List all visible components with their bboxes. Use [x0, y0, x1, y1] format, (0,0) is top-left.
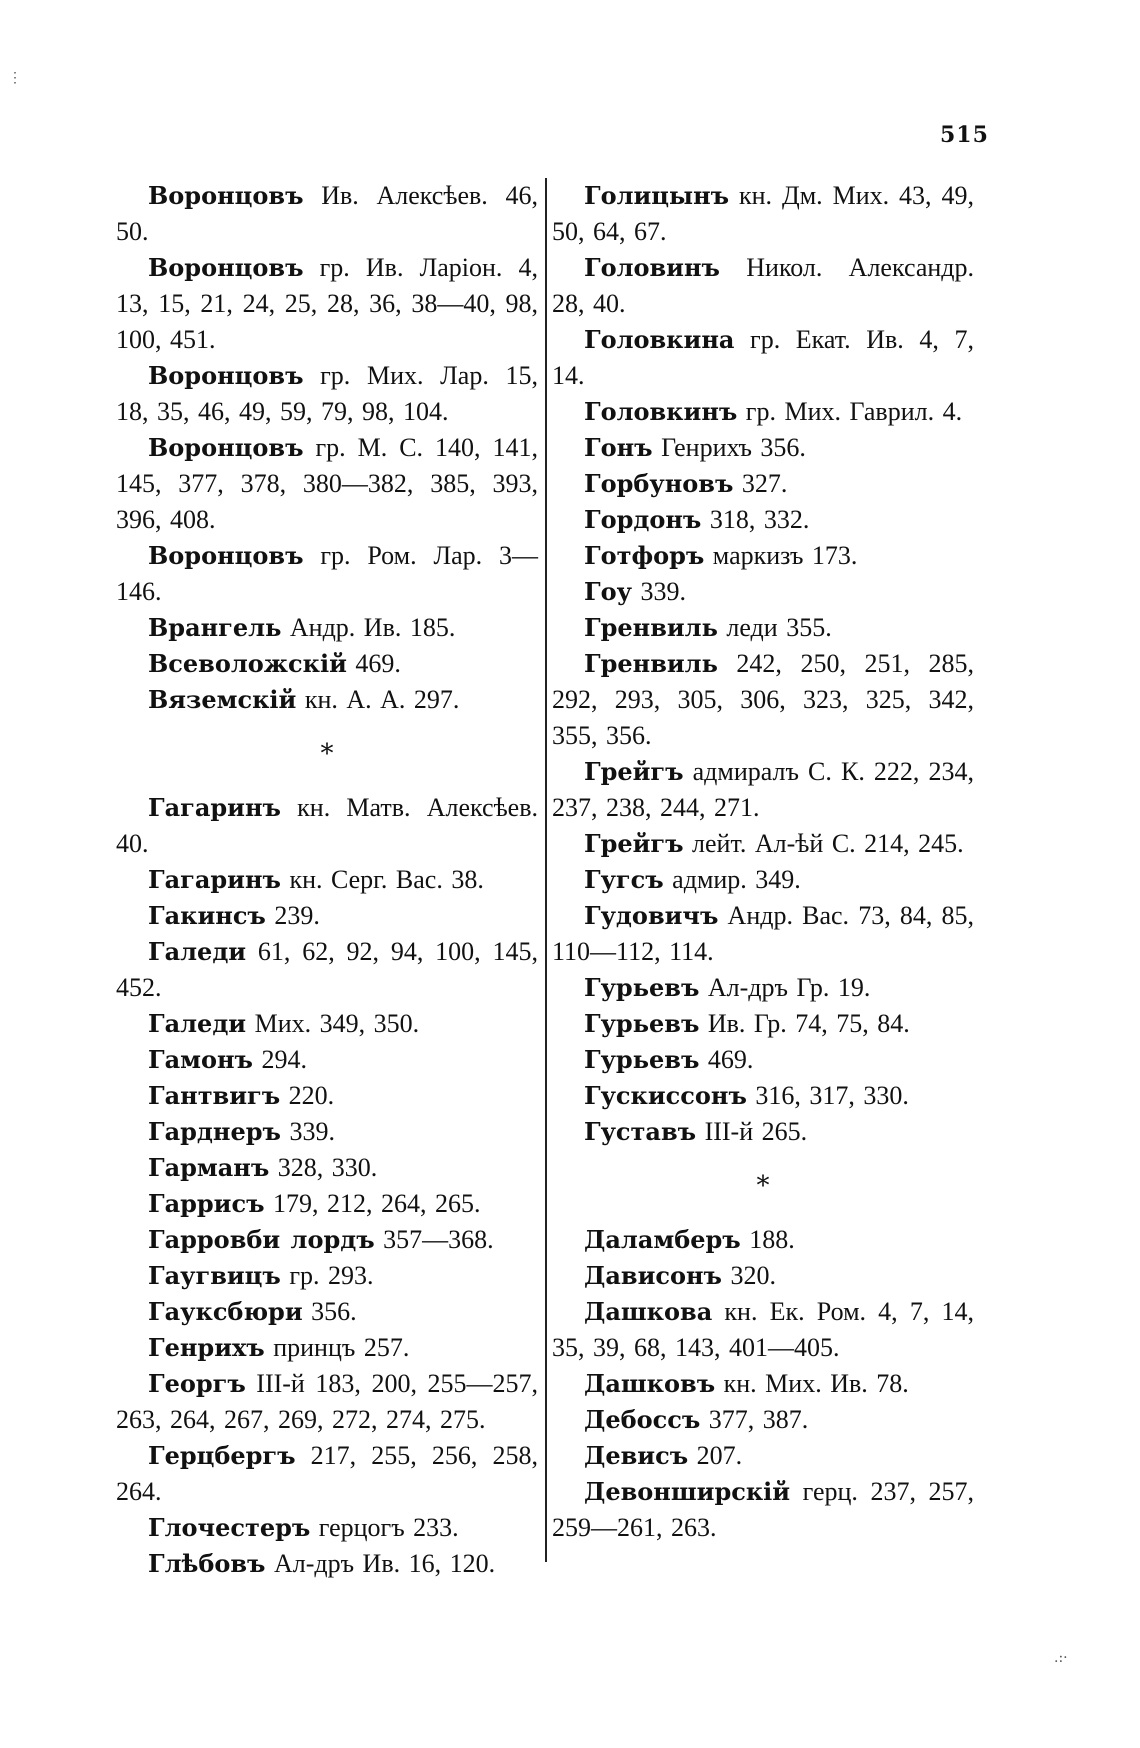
entry-name: Георгъ [148, 1369, 246, 1398]
entry-name: Гонъ [584, 433, 653, 462]
index-entry [116, 1078, 538, 1114]
entry-name: Глочестеръ [148, 1513, 311, 1542]
index-entry [552, 1078, 974, 1114]
entry-references: гр. Ром. Лар. 3—146. [116, 541, 538, 606]
entry-references: 377, 387. [700, 1405, 809, 1434]
entry-references: кн. Ек. Ром. 4, 7, 14, 35, 39, 68, 143, 401—405. [552, 1297, 974, 1362]
entry-name: Горбуновъ [584, 469, 734, 498]
entry-references: гр. Мих. Гаврил. 4. [737, 397, 963, 426]
index-entry [116, 790, 538, 862]
index-entry [116, 1222, 538, 1258]
index-entry [116, 934, 538, 1006]
index-entry [116, 862, 538, 898]
entry-name: Гагаринъ [148, 865, 281, 894]
entry-references: лейт. Ал-ѣй С. 214, 245. [683, 829, 964, 858]
entry-name: Грейгъ [584, 757, 684, 786]
entry-name: Галеди [148, 937, 247, 966]
section-separator: * [756, 1171, 770, 1201]
index-entry [116, 898, 538, 934]
entry-references: герц. 237, 257, 259—261, 263. [552, 1477, 974, 1542]
index-entry [552, 1258, 974, 1294]
index-entry [116, 682, 538, 718]
index-entry [552, 538, 974, 574]
index-entry [552, 430, 974, 466]
entry-references: Ал-дръ Ив. 16, 120. [265, 1549, 496, 1578]
entry-name: Гугсъ [584, 865, 664, 894]
entry-name: Готфоръ [584, 541, 705, 570]
entry-name: Гурьевъ [584, 1009, 700, 1038]
entry-name: Галеди [148, 1009, 247, 1038]
index-entry [552, 1402, 974, 1438]
index-entry [116, 1114, 538, 1150]
entry-name: Головкинъ [584, 397, 738, 426]
entry-name: Воронцовъ [148, 541, 304, 570]
index-entry [552, 502, 974, 538]
entry-references: гр. Екат. Ив. 4, 7, 14. [552, 325, 974, 390]
index-entry [552, 898, 974, 970]
index-entry [552, 466, 974, 502]
entry-name: Гренвиль [584, 649, 718, 678]
index-entry [116, 646, 538, 682]
entry-references: гр. 293. [280, 1261, 374, 1290]
entry-name: Гренвиль [584, 613, 718, 642]
entry-name: Голицынъ [584, 181, 730, 210]
entry-references: 242, 250, 251, 285, 292, 293, 305, 306, 323, 325, 342, 355, 356. [552, 649, 974, 750]
entry-references: кн. А. А. 297. [296, 685, 460, 714]
index-entry [552, 754, 974, 826]
entry-name: Гарровби лордъ [148, 1225, 375, 1254]
index-entry [116, 1006, 538, 1042]
entry-references: адмир. 349. [663, 865, 801, 894]
entry-references: кн. Матв. Алексѣев. 40. [116, 793, 538, 858]
entry-references: гр. Мих. Лар. 15, 18, 35, 46, 49, 59, 79, 98, 104. [116, 361, 538, 426]
entry-references: Ив. Алексѣев. 46, 50. [116, 181, 538, 246]
entry-references: 207. [688, 1441, 743, 1470]
entry-references: 328, 330. [269, 1153, 378, 1182]
entry-references: Никол. Александр. 28, 40. [552, 253, 974, 318]
entry-name: Гантвигъ [148, 1081, 281, 1110]
entry-name: Всеволожскій [148, 649, 347, 678]
entry-name: Воронцовъ [148, 361, 304, 390]
index-entry [552, 322, 974, 394]
index-entry [552, 970, 974, 1006]
index-entry [552, 574, 974, 610]
index-entry [116, 1150, 538, 1186]
entry-name: Врангель [148, 613, 282, 642]
entry-references: Андр. Ив. 185. [281, 613, 456, 642]
entry-name: Дашковъ [584, 1369, 716, 1398]
index-entry [552, 1114, 974, 1150]
entry-name: Девисъ [584, 1441, 689, 1470]
entry-name: Гоу [584, 577, 632, 606]
index-entry [552, 1474, 974, 1546]
entry-references: 294. [252, 1045, 307, 1074]
entry-references: 327. [733, 469, 788, 498]
entry-references: Ал-дръ Гр. 19. [699, 973, 871, 1002]
entry-name: Генрихъ [148, 1333, 265, 1362]
index-entry [116, 1258, 538, 1294]
index-entry [552, 1294, 974, 1366]
entry-references: 469. [346, 649, 401, 678]
entry-references: маркизъ 173. [704, 541, 858, 570]
entry-references: кн. Серг. Вас. 38. [280, 865, 484, 894]
index-entry [552, 1366, 974, 1402]
entry-name: Герцбергъ [148, 1441, 296, 1470]
entry-name: Дависонъ [584, 1261, 722, 1290]
index-entry [552, 1042, 974, 1078]
entry-references: Ив. Гр. 74, 75, 84. [699, 1009, 910, 1038]
index-entry [552, 1006, 974, 1042]
entry-references: гр. Ив. Ларіон. 4, 13, 15, 21, 24, 25, 28, 36, 38—40, 98, 100, 451. [116, 253, 538, 354]
entry-name: Гаугвицъ [148, 1261, 281, 1290]
entry-name: Гурьевъ [584, 973, 700, 1002]
entry-references: 318, 332. [701, 505, 810, 534]
index-entry [552, 178, 974, 250]
index-entry [552, 1222, 974, 1258]
entry-references: кн. Дм. Мих. 43, 49, 50, 64, 67. [552, 181, 974, 246]
entry-name: Гускиссонъ [584, 1081, 747, 1110]
entry-references: 316, 317, 330. [746, 1081, 909, 1110]
entry-references: 220. [280, 1081, 335, 1110]
entry-references: герцогъ 233. [310, 1513, 459, 1542]
entry-references: 320. [721, 1261, 776, 1290]
entry-name: Грейгъ [584, 829, 684, 858]
index-entry [552, 250, 974, 322]
index-entry [552, 826, 974, 862]
index-entry [116, 250, 538, 358]
entry-references: леди 355. [717, 613, 832, 642]
entry-name: Гарднеръ [148, 1117, 281, 1146]
entry-name: Гордонъ [584, 505, 702, 534]
entry-name: Глѣбовъ [148, 1549, 266, 1578]
entry-name: Девонширскій [584, 1477, 791, 1506]
entry-references: 357—368. [374, 1225, 494, 1254]
entry-references: III-й 265. [696, 1117, 808, 1146]
index-entry [116, 358, 538, 430]
entry-name: Гурьевъ [584, 1045, 700, 1074]
entry-name: Воронцовъ [148, 253, 304, 282]
page-number: 515 [940, 122, 989, 148]
index-entry [116, 430, 538, 538]
entry-name: Воронцовъ [148, 181, 304, 210]
index-entry [116, 1042, 538, 1078]
index-entry [552, 862, 974, 898]
entry-references: 188. [740, 1225, 795, 1254]
entry-references: адмиралъ С. К. 222, 234, 237, 238, 244, 271. [552, 757, 974, 822]
entry-name: Густавъ [584, 1117, 697, 1146]
index-column-right [552, 178, 974, 1546]
entry-name: Гаррисъ [148, 1189, 265, 1218]
entry-references: Генрихъ 356. [652, 433, 806, 462]
index-entry [116, 1510, 538, 1546]
entry-references: 179, 212, 264, 265. [264, 1189, 481, 1218]
entry-references: 339. [631, 577, 686, 606]
index-entry [116, 1186, 538, 1222]
entry-name: Гарманъ [148, 1153, 270, 1182]
entry-name: Воронцовъ [148, 433, 304, 462]
entry-references: 217, 255, 256, 258, 264. [116, 1441, 538, 1506]
entry-name: Вяземскій [148, 685, 297, 714]
entry-name: Гамонъ [148, 1045, 253, 1074]
entry-references: принцъ 257. [264, 1333, 410, 1362]
index-entry [552, 1438, 974, 1474]
entry-references: 339. [280, 1117, 335, 1146]
entry-name: Гагаринъ [148, 793, 281, 822]
entry-references: 356. [302, 1297, 357, 1326]
section-separator: * [320, 739, 334, 769]
index-entry [552, 646, 974, 754]
entry-references: гр. М. С. 140, 141, 145, 377, 378, 380—382, 385, 393, 396, 408. [116, 433, 538, 534]
index-entry [116, 1546, 538, 1582]
index-entry [552, 394, 974, 430]
entry-references: 469. [699, 1045, 754, 1074]
scan-mark: ⋮ [8, 70, 22, 86]
entry-name: Головкина [584, 325, 735, 354]
entry-name: Дашкова [584, 1297, 713, 1326]
index-entry [116, 538, 538, 610]
column-divider [545, 178, 547, 1562]
entry-name: Дебоссъ [584, 1405, 701, 1434]
entry-name: Гауксбюри [148, 1297, 303, 1326]
index-entry [552, 610, 974, 646]
index-entry [116, 1294, 538, 1330]
entry-references: кн. Мих. Ив. 78. [715, 1369, 909, 1398]
entry-name: Даламберъ [584, 1225, 741, 1254]
scan-mark: .:· [1054, 1650, 1068, 1666]
index-entry [116, 610, 538, 646]
entry-references: 61, 62, 92, 94, 100, 145, 452. [116, 937, 538, 1002]
entry-name: Гудовичъ [584, 901, 719, 930]
entry-references: Андр. Вас. 73, 84, 85, 110—112, 114. [552, 901, 974, 966]
index-entry [116, 1366, 538, 1438]
entry-references: 239. [265, 901, 320, 930]
entry-name: Гакинсъ [148, 901, 266, 930]
index-column-left [116, 178, 538, 1582]
entry-name: Головинъ [584, 253, 720, 282]
index-entry [116, 1330, 538, 1366]
entry-references: III-й 183, 200, 255—257, 263, 264, 267, 269, 272, 274, 275. [116, 1369, 538, 1434]
index-entry [116, 178, 538, 250]
entry-references: Мих. 349, 350. [246, 1009, 420, 1038]
index-entry [116, 1438, 538, 1510]
